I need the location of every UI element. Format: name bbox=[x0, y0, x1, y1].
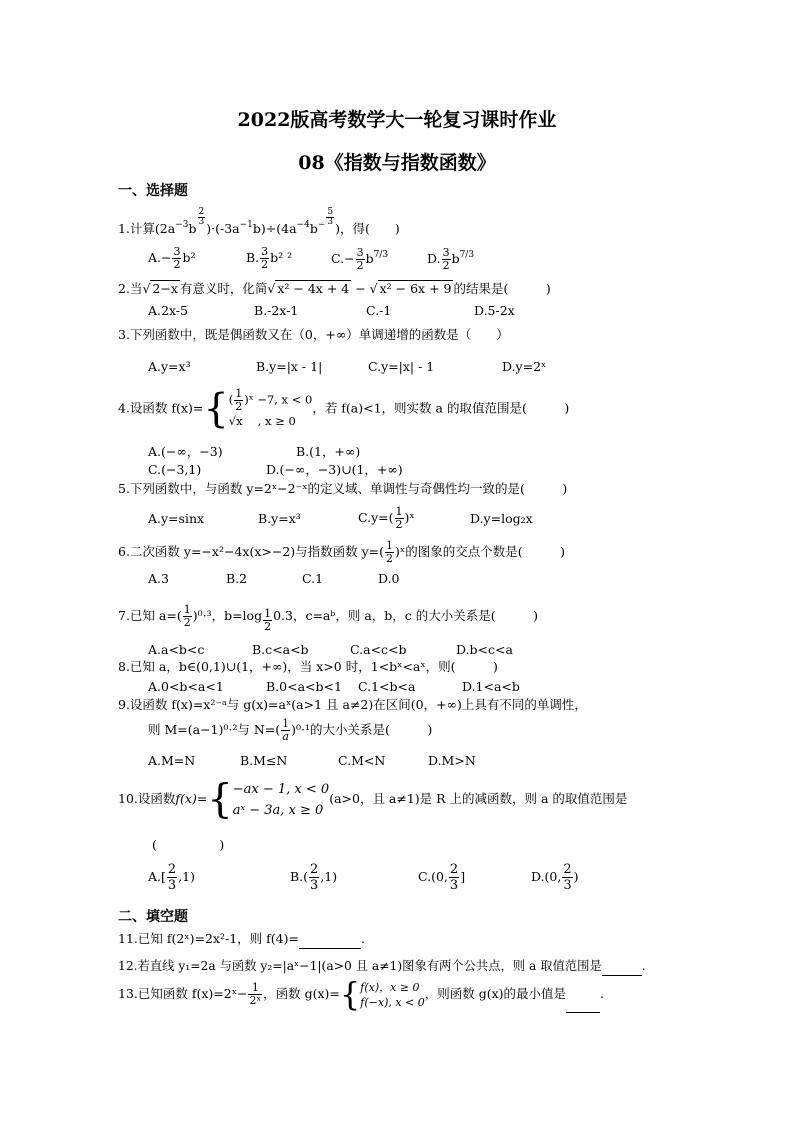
q10-answer-paren: ( ) bbox=[152, 837, 225, 852]
q2-radical-2: x² − 4x + 4 bbox=[277, 281, 350, 296]
q1-exp: −3 bbox=[175, 220, 189, 230]
q12-answer-blank[interactable] bbox=[602, 957, 642, 976]
q1-option-a[interactable]: A.− $\frac{3}{2}$ b² bbox=[148, 245, 196, 271]
question-1 bbox=[118, 208, 400, 238]
q2-option-c[interactable]: C.-1 bbox=[366, 303, 392, 318]
q3-option-b[interactable]: B.y=|x - 1| bbox=[256, 359, 323, 374]
q1-exp: −4 bbox=[296, 220, 310, 230]
q6-option-d[interactable]: D.0 bbox=[378, 571, 400, 586]
q9-option-c[interactable]: C.M<N bbox=[338, 753, 386, 768]
q2-radical-3: x² − 6x + 9 bbox=[379, 281, 452, 296]
q1-exp-neg: − bbox=[317, 220, 326, 230]
question-7: 7.已知 a=( $\frac{1}{2}$ )⁰·³，b=log $\frac{1}{2}$ 0.3，c=aᵇ，则 a，b，c 的大小关系是( ) bbox=[118, 603, 539, 633]
q4-option-d[interactable]: D.(−∞，−3)∪(1，+∞) bbox=[266, 462, 403, 477]
q5-option-a[interactable]: A.y=sinx bbox=[148, 511, 205, 526]
q9-option-d[interactable]: D.M>N bbox=[428, 753, 476, 768]
q1-exp-frac: $\frac{5}{3}$ bbox=[327, 207, 334, 227]
q5-option-d[interactable]: D.y=log₂x bbox=[470, 511, 533, 526]
question-13: 13.已知函数 f(x)=2ˣ− $\frac{1}{\text{2ˣ}}$ ，函数 g(x)={ f(x)，x ≥ 0 f(−x), x < 0 ，则函数 g(x)的最小值是 . bbox=[118, 975, 605, 1014]
q4-cases: ( $\frac{1}{2}$ )ˣ −7, x < 0 √x , x ≥ 0 bbox=[228, 387, 313, 428]
q4-option-b[interactable]: B.(1，+∞) bbox=[296, 444, 361, 459]
q6-option-c[interactable]: C.1 bbox=[302, 571, 324, 586]
q1-text: b bbox=[188, 221, 197, 236]
q7-option-a[interactable]: A.a<b<c bbox=[148, 642, 205, 657]
q11-answer-blank[interactable] bbox=[299, 930, 361, 949]
q10-option-c[interactable]: C.(0, $\frac{2}{3}$ ] bbox=[418, 862, 466, 893]
q4-option-a[interactable]: A.(−∞，−3) bbox=[148, 444, 223, 459]
q7-option-d[interactable]: D.b<c<a bbox=[456, 642, 513, 657]
page-subtitle: 08《指数与指数函数》 bbox=[298, 152, 496, 174]
q7-option-c[interactable]: C.a<c<b bbox=[350, 642, 407, 657]
q1-exp: −1 bbox=[239, 220, 253, 230]
question-12: 12.若直线 y₁=2a 与函数 y₂=|aˣ−1|(a>0 且 a≠1)图象有两个公共点，则 a 取值范围是 . bbox=[118, 957, 646, 976]
question-3: 3.下列函数中，既是偶函数又在（0，+∞）单调递增的函数是（ ） bbox=[118, 327, 509, 342]
q4-option-c[interactable]: C.(−3,1) bbox=[148, 462, 202, 477]
q4-brace: { bbox=[203, 386, 229, 432]
section-heading-fill: 二、填空题 bbox=[118, 909, 188, 925]
q1-text: b bbox=[309, 221, 318, 236]
q2-option-d[interactable]: D.5-2x bbox=[474, 303, 515, 318]
q5-option-b[interactable]: B.y=x³ bbox=[258, 511, 301, 526]
q9-option-a[interactable]: A.M=N bbox=[148, 753, 196, 768]
q6-option-a[interactable]: A.3 bbox=[148, 571, 169, 586]
q3-option-d[interactable]: D.y=2ˣ bbox=[502, 359, 547, 374]
q8-option-b[interactable]: B.0<a<b<1 bbox=[266, 679, 342, 694]
q1-text: )·(-3a bbox=[206, 221, 240, 236]
question-9-line-2: 则 M=(a−1)⁰·²与 N=( $\frac{1}{a}$ )⁰·¹的大小关系是( ) bbox=[148, 717, 433, 743]
question-6: 6.二次函数 y=−x²−4x(x>−2)与指数函数 y=( $\frac{1}{2}$ )ˣ的图象的交点个数是( ) bbox=[118, 539, 565, 565]
section-heading-choice: 一、选择题 bbox=[118, 183, 188, 199]
q10-option-a[interactable]: A.[ $\frac{2}{3}$ ,1) bbox=[148, 862, 195, 893]
q9-option-b[interactable]: B.M≤N bbox=[240, 753, 288, 768]
q8-option-d[interactable]: D.1<a<b bbox=[462, 679, 520, 694]
q1-option-b[interactable]: B. $\frac{3}{2}$ b² ² bbox=[246, 245, 293, 271]
q8-option-c[interactable]: C.1<b<a bbox=[358, 679, 416, 694]
q1-option-d[interactable]: D. $\frac{3}{2}$ $b^{7/3}$ bbox=[427, 246, 475, 272]
q1-text: 1.计算(2a bbox=[118, 221, 176, 236]
q10-option-d[interactable]: D.(0, $\frac{2}{3}$ ) bbox=[531, 862, 579, 893]
q2-radical-1: 2−x bbox=[152, 281, 178, 296]
question-8: 8.已知 a，b∈(0,1)∪(1，+∞)，当 x>0 时，1<bˣ<aˣ，则( ) bbox=[118, 659, 498, 674]
q3-option-a[interactable]: A.y=x³ bbox=[148, 359, 191, 374]
question-9-line-1: 9.设函数 f(x)=x²⁻ᵃ与 g(x)=aˣ(a>1 且 a≠2)在区间(0，+∞)上具有不同的单调性， bbox=[118, 697, 587, 712]
question-11: 11.已知 f(2ˣ)=2x²-1，则 f(4)= . bbox=[118, 930, 365, 949]
q5-option-c[interactable]: C.y=( $\frac{1}{2}$ )ˣ bbox=[358, 505, 415, 531]
q3-option-c[interactable]: C.y=|x| - 1 bbox=[368, 359, 435, 374]
page-title: 2022版高考数学大一轮复习课时作业 bbox=[237, 109, 557, 131]
question-4: 4.设函数 f(x)={ ( $\frac{1}{2}$ )ˣ −7, x < 0 √x , x ≥ 0 ，若 f(a)<1，则实数 a 的取值范围是( ) bbox=[118, 386, 570, 432]
q8-option-a[interactable]: A.0<b<a<1 bbox=[148, 679, 224, 694]
question-10: 10.设函数f(x)={ −ax − 1, x < 0 aˣ − 3a, x ≥ 0 (a>0，且 a≠1)是 R 上的减函数，则 a 的取值范围是 bbox=[118, 776, 628, 823]
q2-option-b[interactable]: B.-2x-1 bbox=[254, 303, 299, 318]
q1-text: b)÷(4a bbox=[252, 221, 297, 236]
q7-option-b[interactable]: B.c<a<b bbox=[252, 642, 309, 657]
question-2: 2.当√ 2−x 有意义时，化简√ x² − 4x + 4 − √ x² − 6x + 9 的结果是( ) bbox=[118, 281, 551, 296]
q13-answer-blank[interactable] bbox=[566, 976, 600, 1013]
q2-option-a[interactable]: A.2x-5 bbox=[148, 303, 188, 318]
q1-text: )，得( ) bbox=[335, 221, 400, 236]
question-5: 5.下列函数中，与函数 y=2ˣ−2⁻ˣ的定义域、单调性与奇偶性均一致的是( ) bbox=[118, 481, 568, 496]
q1-option-c[interactable]: C.− $\frac{3}{2}$ $b^{7/3}$ bbox=[331, 246, 389, 272]
q10-option-b[interactable]: B.( $\frac{2}{3}$ ,1) bbox=[290, 862, 338, 893]
q1-exp-frac: $\frac{2}{3}$ bbox=[198, 207, 205, 227]
q6-option-b[interactable]: B.2 bbox=[226, 571, 248, 586]
